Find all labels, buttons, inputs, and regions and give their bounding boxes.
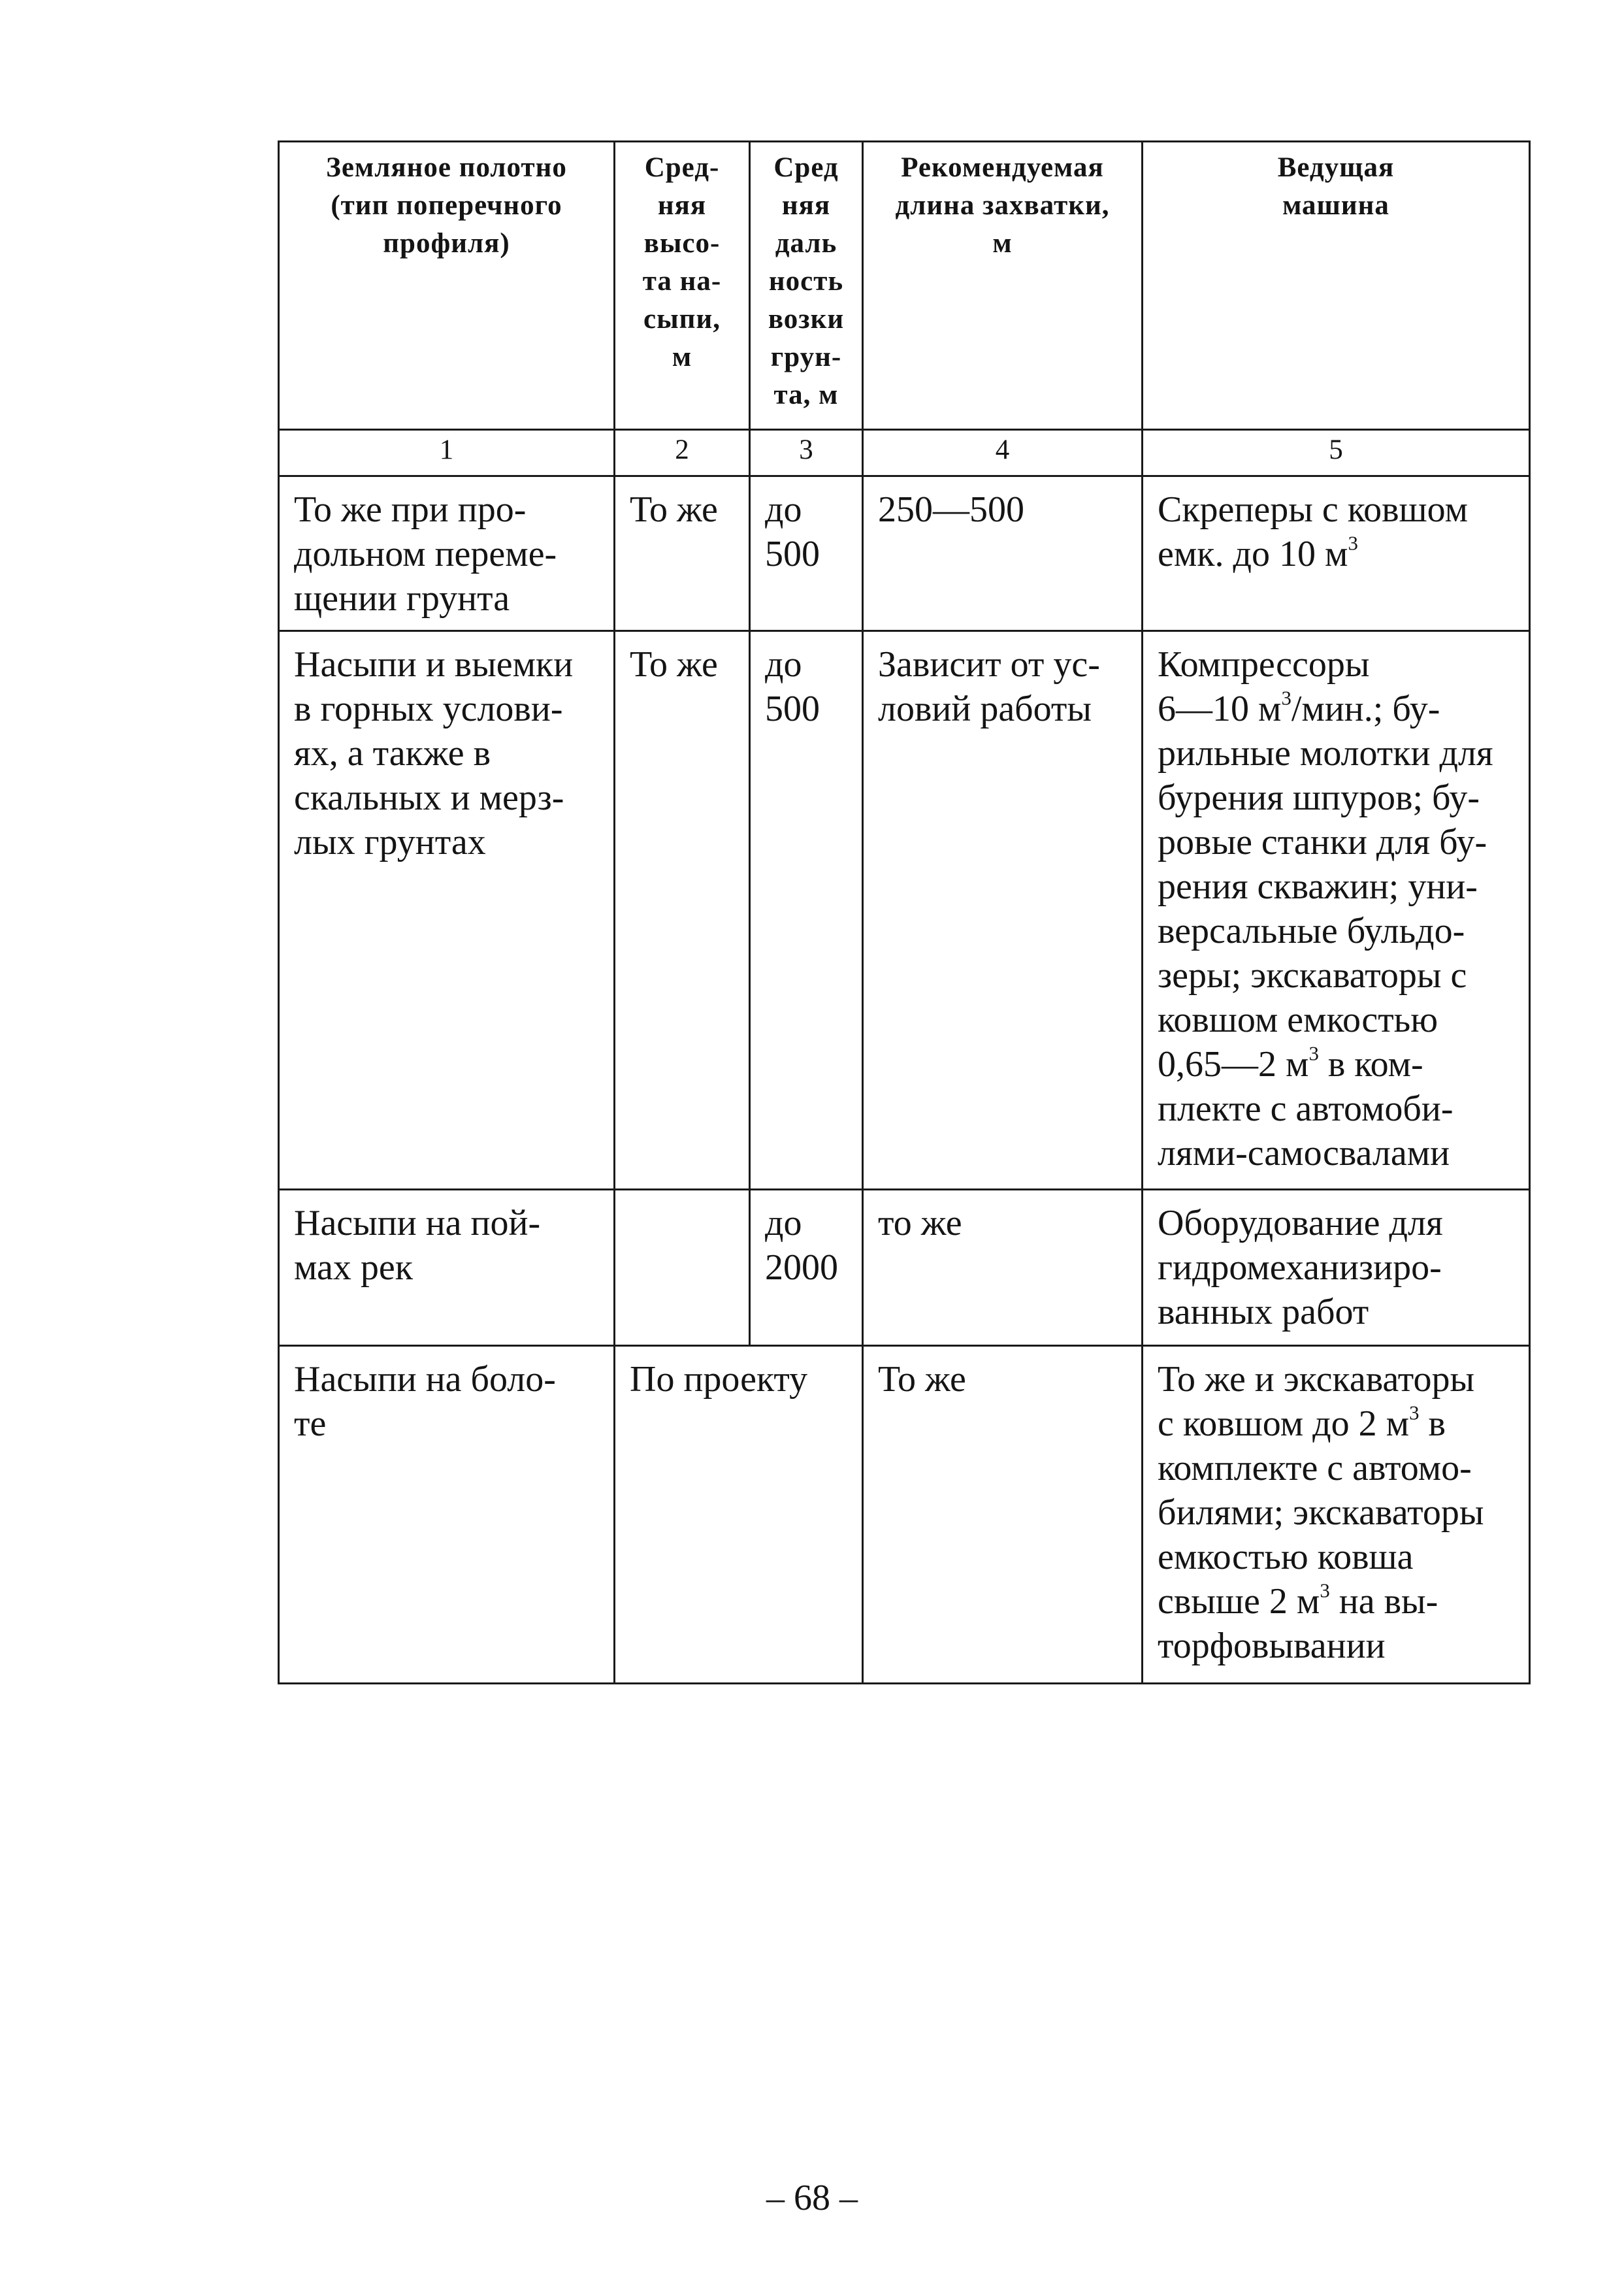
header-profile: Земляное полотно (тип поперечного профиля) bbox=[279, 142, 615, 430]
cell-length: То же bbox=[863, 1346, 1143, 1684]
page-number: – 68 – bbox=[766, 2178, 858, 2218]
superscript: 3 bbox=[1308, 1042, 1319, 1065]
equipment-table bbox=[278, 140, 1531, 1684]
table-row bbox=[279, 476, 1530, 631]
superscript: 3 bbox=[1320, 1579, 1330, 1602]
header-distance: Сред няя даль ность возки грун- та, м bbox=[750, 142, 863, 430]
column-number: 5 bbox=[1143, 430, 1530, 476]
cell-profile: Насыпи на пой- мах рек bbox=[279, 1190, 615, 1346]
cell-machine bbox=[1143, 476, 1530, 631]
cell-height bbox=[615, 1190, 750, 1346]
machine-text: Компрессоры 6—10 м bbox=[1158, 644, 1370, 729]
superscript: 3 bbox=[1409, 1401, 1420, 1424]
table-row bbox=[279, 1190, 1530, 1346]
cell-profile: Насыпи на боло- те bbox=[279, 1346, 615, 1684]
column-number: 2 bbox=[615, 430, 750, 476]
column-number: 1 bbox=[279, 430, 615, 476]
cell-height-distance: По проекту bbox=[615, 1346, 863, 1684]
cell-distance: до 2000 bbox=[750, 1190, 863, 1346]
column-number: 3 bbox=[750, 430, 863, 476]
header-row bbox=[279, 142, 1530, 430]
machine-text: в ком- плекте с автомоби- лями-самосвалами bbox=[1158, 1044, 1453, 1173]
cell-machine bbox=[1143, 1346, 1530, 1684]
machine-text: на вы- торфовывании bbox=[1158, 1581, 1438, 1666]
machine-text: /мин.; бу- рильные молотки для бурения шпуров; бу- ровые станки для бу- рения скважин; уни- версальные бульдо- зеры; экскаваторы с ковшом емкостью 0,65—2 м bbox=[1158, 689, 1493, 1085]
header-height: Сред- няя высо- та на- сыпи, м bbox=[615, 142, 750, 430]
superscript: 3 bbox=[1348, 532, 1358, 555]
table-row bbox=[279, 1346, 1530, 1684]
cell-machine: Оборудование для гидромеханизиро- ванных работ bbox=[1143, 1190, 1530, 1346]
header-length: Рекомендуемая длина захватки, м bbox=[863, 142, 1143, 430]
column-number-row bbox=[279, 430, 1530, 476]
cell-profile: То же при про- дольном переме- щении грунта bbox=[279, 476, 615, 631]
cell-profile: Насыпи и выемки в горных услови- ях, а также в скальных и мерз- лых грунтах bbox=[279, 631, 615, 1190]
cell-length: то же bbox=[863, 1190, 1143, 1346]
cell-machine bbox=[1143, 631, 1530, 1190]
header-machine: Ведущая машина bbox=[1143, 142, 1530, 430]
cell-height: То же bbox=[615, 631, 750, 1190]
machine-text: в комплекте с автомо- билями; экскаваторы емкостью ковша свыше 2 м bbox=[1158, 1403, 1484, 1622]
cell-distance: до 500 bbox=[750, 476, 863, 631]
machine-text: Скреперы с ковшом емк. до 10 м bbox=[1158, 489, 1469, 574]
superscript: 3 bbox=[1281, 687, 1291, 710]
column-number: 4 bbox=[863, 430, 1143, 476]
cell-length: Зависит от ус- ловий работы bbox=[863, 631, 1143, 1190]
cell-length: 250—500 bbox=[863, 476, 1143, 631]
table-row bbox=[279, 631, 1530, 1190]
cell-height: То же bbox=[615, 476, 750, 631]
machine-text: То же и экскаваторы с ковшом до 2 м bbox=[1158, 1359, 1475, 1444]
cell-distance: до 500 bbox=[750, 631, 863, 1190]
